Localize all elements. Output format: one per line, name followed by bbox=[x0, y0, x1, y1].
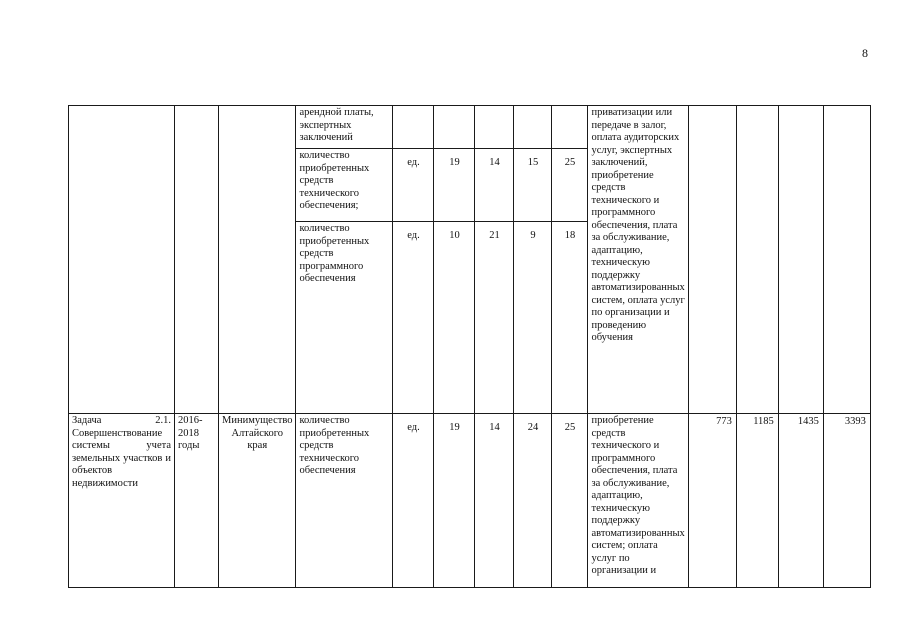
cost-cell: 1185 bbox=[736, 414, 778, 588]
cost-cell-empty bbox=[823, 106, 870, 414]
indicator-cell: количество приобретенных средств технического обеспечения; bbox=[296, 149, 393, 222]
executor-cell: Минимущество Алтайского края bbox=[219, 414, 296, 588]
value-cell: 25 bbox=[552, 414, 588, 588]
table-row bbox=[69, 106, 871, 149]
unit-cell-empty bbox=[393, 106, 434, 149]
cost-cell-empty bbox=[688, 106, 736, 414]
activity-cell: приобретение средств технического и программного обеспечения, плата за обслуживание, адаптацию, техническую поддержку автоматизированных систем; оплата услуг по организации и bbox=[588, 414, 688, 588]
value-cell: 24 bbox=[514, 414, 552, 588]
period-cell: 2016-2018 годы bbox=[175, 414, 219, 588]
value-cell: 14 bbox=[475, 149, 514, 222]
indicator-cell: количество приобретенных средств программного обеспечения bbox=[296, 222, 393, 414]
page-number: 8 bbox=[862, 46, 868, 60]
executor-cell-empty bbox=[219, 106, 296, 414]
unit-cell: ед. bbox=[393, 414, 434, 588]
value-cell-empty bbox=[475, 106, 514, 149]
value-cell: 15 bbox=[514, 149, 552, 222]
unit-cell: ед. bbox=[393, 222, 434, 414]
cost-cell: 3393 bbox=[823, 414, 870, 588]
value-cell: 10 bbox=[434, 222, 475, 414]
value-cell: 19 bbox=[434, 414, 475, 588]
value-cell: 18 bbox=[552, 222, 588, 414]
cost-cell: 1435 bbox=[778, 414, 823, 588]
indicator-cell: количество приобретенных средств технического обеспечения bbox=[296, 414, 393, 588]
value-cell-empty bbox=[434, 106, 475, 149]
value-cell: 14 bbox=[475, 414, 514, 588]
cost-cell: 773 bbox=[688, 414, 736, 588]
value-cell: 25 bbox=[552, 149, 588, 222]
value-cell-empty bbox=[552, 106, 588, 149]
cost-cell-empty bbox=[778, 106, 823, 414]
indicator-cell: арендной платы, экспертных заключений bbox=[296, 106, 393, 149]
data-table bbox=[68, 105, 871, 588]
value-cell: 9 bbox=[514, 222, 552, 414]
task-cell-empty bbox=[69, 106, 175, 414]
activity-cell: приватизации или передаче в залог, оплата аудиторских услуг, экспертных заключений, приобретение средств технического и программного обеспечения, плата за обслуживание, адаптацию, техническую поддержку автоматизированных систем, оплата услуг по организации и проведению обучения bbox=[588, 106, 688, 414]
value-cell: 19 bbox=[434, 149, 475, 222]
period-cell-empty bbox=[175, 106, 219, 414]
table-row bbox=[69, 414, 871, 588]
unit-cell: ед. bbox=[393, 149, 434, 222]
value-cell-empty bbox=[514, 106, 552, 149]
value-cell: 21 bbox=[475, 222, 514, 414]
task-cell: Задача 2.1. Совершенствование системы учета земельных участков и объектов недвижимости bbox=[69, 414, 175, 588]
cost-cell-empty bbox=[736, 106, 778, 414]
